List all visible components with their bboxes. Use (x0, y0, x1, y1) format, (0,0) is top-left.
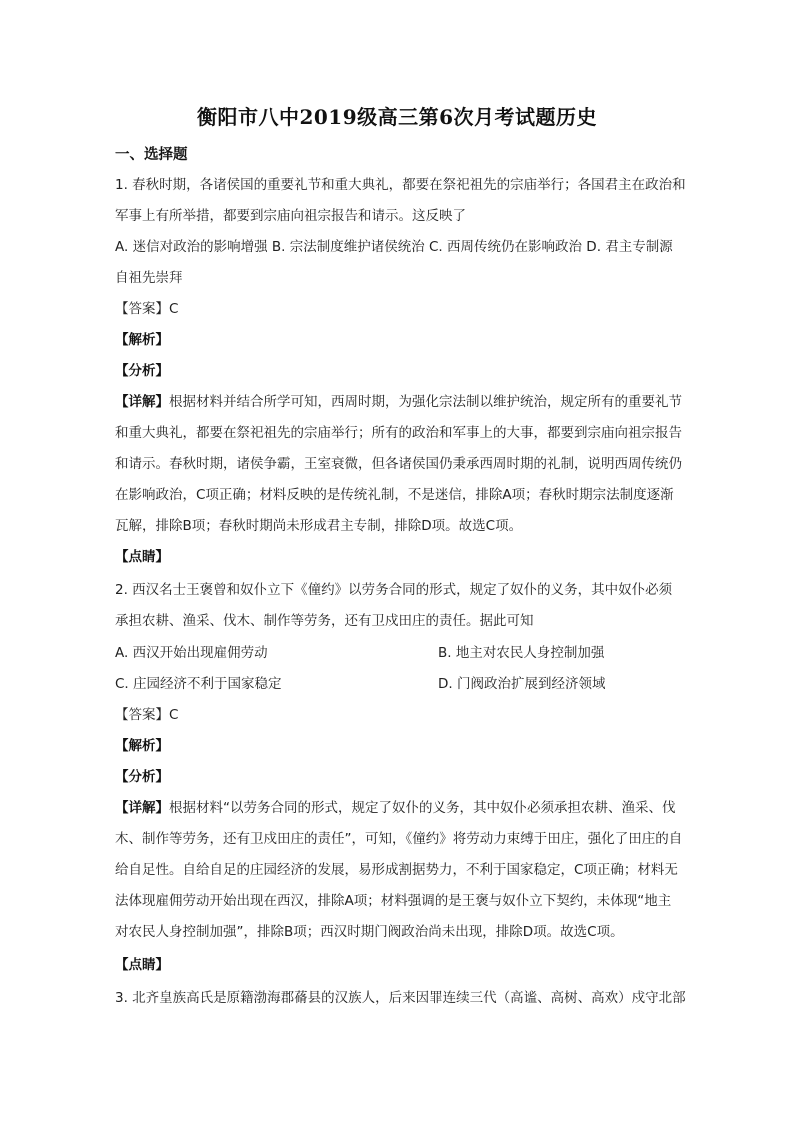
detail-text: 根据材料并结合所学可知，西周时期，为强化宗法制以维护统治，规定所有的重要礼节 (169, 394, 682, 410)
detail-label: 【详解】 (115, 394, 169, 410)
q1-stem-line-2: 军事上有所举措，都要到宗庙向祖宗报告和请示。这反映了 (115, 208, 466, 224)
q1-fenxi-label: 【分析】 (115, 363, 169, 379)
q1-detail-line-3: 和请示。春秋时期，诸侯争霸，王室衰微，但各诸侯国仍秉承西周时期的礼制，说明西周传统仍 (115, 456, 682, 472)
q2-jiexi-label: 【解析】 (115, 738, 169, 754)
q2-dianjing-label: 【点睛】 (115, 957, 169, 973)
q2-detail-line-3: 给自足性。自给自足的庄园经济的发展，易形成割据势力，不利于国家稳定，C项正确；材料无 (115, 862, 678, 878)
q1-dianjing-label: 【点睛】 (115, 549, 169, 565)
q1-options-line-1: A. 迷信对政治的影响增强 B. 宗法制度维护诸侯统治 C. 西周传统仍在影响政治 D. 君主专制源 (115, 239, 673, 255)
q1-options-line-2: 自祖先崇拜 (115, 270, 183, 286)
q2-option-b: B. 地主对农民人身控制加强 (438, 645, 605, 661)
q2-detail-line-5: 对农民人身控制加强”，排除B项；西汉时期门阀政治尚未出现，排除D项。故选C项。 (115, 924, 624, 940)
section-heading: 一、选择题 (115, 147, 188, 163)
q2-detail-line-4: 法体现雇佣劳动开始出现在西汉，排除A项；材料强调的是王褒与奴仆立下契约，未体现“地主 (115, 893, 672, 909)
q2-detail-line-2: 木、制作等劳务，还有卫戍田庄的责任”，可知，《僮约》将劳动力束缚于田庄，强化了田庄的自 (115, 831, 683, 847)
q2-stem-line-1: 2. 西汉名士王褒曾和奴仆立下《僮约》以劳务合同的形式，规定了奴仆的义务，其中奴仆必须 (115, 582, 673, 598)
answer-value: C (169, 301, 179, 317)
q1-jiexi-label: 【解析】 (115, 332, 169, 348)
q2-option-d: D. 门阀政治扩展到经济领域 (438, 676, 606, 692)
q1-detail-line-4: 在影响政治，C项正确；材料反映的是传统礼制，不是迷信，排除A项；春秋时期宗法制度逐渐 (115, 487, 674, 503)
q1-detail-line-1 (115, 392, 682, 412)
q2-option-a: A. 西汉开始出现雇佣劳动 (115, 645, 268, 661)
q2-stem-line-2: 承担农耕、渔采、伐木、制作等劳务，还有卫戍田庄的责任。据此可知 (115, 613, 534, 629)
q2-fenxi-label: 【分析】 (115, 769, 169, 785)
answer-label: 【答案】 (115, 707, 169, 723)
detail-text: 根据材料“以劳务合同的形式，规定了奴仆的义务，其中奴仆必须承担农耕、渔采、伐 (169, 800, 676, 816)
q1-detail-line-5: 瓦解，排除B项；春秋时期尚未形成君主专制，排除D项。故选C项。 (115, 518, 523, 534)
q1-answer (115, 299, 178, 319)
answer-label: 【答案】 (115, 301, 169, 317)
q3-stem-line-1: 3. 北齐皇族高氏是原籍渤海郡蓨县的汉族人，后来因罪连续三代（高谧、高树、高欢）戍守北部 (115, 990, 686, 1006)
q2-answer (115, 705, 178, 725)
page-title: 衡阳市八中2019级高三第6次月考试题历史 (196, 105, 598, 129)
detail-label: 【详解】 (115, 800, 169, 816)
q1-stem-line-1: 1. 春秋时期，各诸侯国的重要礼节和重大典礼，都要在祭祀祖先的宗庙举行；各国君主在政治和 (115, 177, 686, 193)
answer-value: C (169, 707, 179, 723)
q2-option-c: C. 庄园经济不利于国家稳定 (115, 676, 282, 692)
q1-detail-line-2: 和重大典礼，都要在祭祀祖先的宗庙举行；所有的政治和军事上的大事，都要到宗庙向祖宗报告 (115, 425, 682, 441)
q2-detail-line-1 (115, 798, 676, 818)
